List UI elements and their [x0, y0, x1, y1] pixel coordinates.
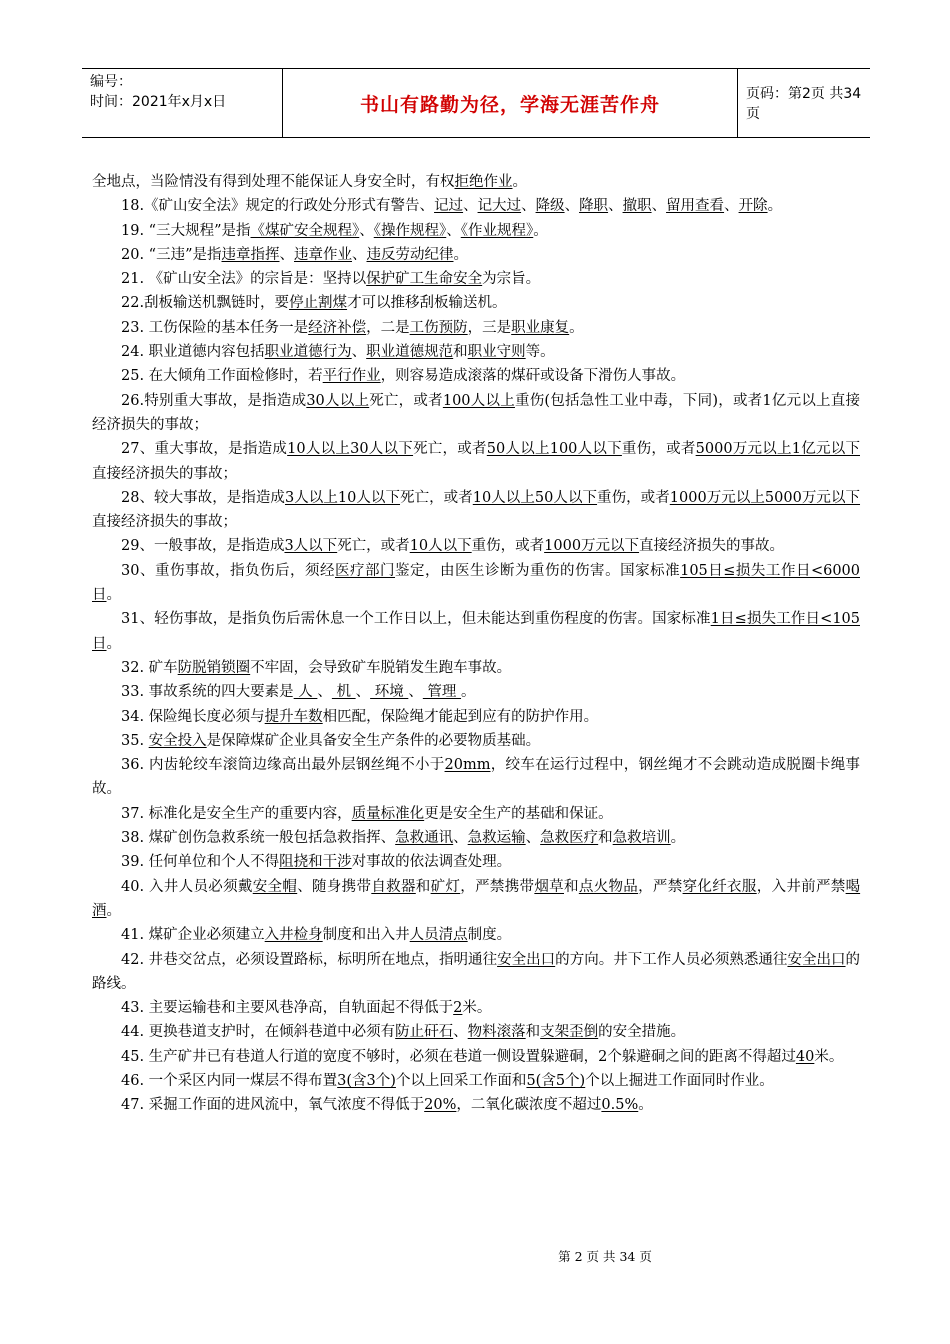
underlined-answer: 职业道德行为 [264, 344, 352, 361]
paragraph-text: ，入井前严禁 [756, 878, 846, 895]
paragraph-text: ，二是 [366, 319, 410, 336]
paragraph-text: 36. 内齿轮绞车滚筒边缘高出最外层钢丝绳不小于 [121, 757, 445, 774]
paragraph [92, 1045, 860, 1069]
underlined-answer: 职业道德规范 [366, 344, 454, 361]
paragraph [92, 948, 860, 997]
paragraph [92, 1020, 860, 1044]
underlined-answer: 3人以上10人以下 [284, 489, 401, 506]
paragraph-text: ，绞车在运行过程中，钢丝绳才不会跳动造成脱圈卡绳事故。 [92, 757, 860, 798]
paragraph-text: 、 [279, 246, 294, 263]
underlined-answer: 职业守则 [467, 344, 526, 361]
underlined-answer: 人 [293, 684, 318, 701]
paragraph [92, 170, 860, 194]
paragraph [92, 267, 860, 291]
paragraph-text: 。 [106, 635, 121, 652]
paragraph-text: 、 [724, 198, 739, 215]
paragraph-text: 41. 煤矿企业必须建立 [121, 927, 265, 944]
paragraph-text: 、 [408, 684, 423, 701]
underlined-answer: 降职 [579, 198, 609, 215]
paragraph-text: 33. 事故系统的四大要素是 [121, 684, 294, 701]
underlined-answer: 《作业规程》 [460, 222, 534, 239]
paragraph-text: 、 [351, 344, 367, 361]
paragraph-text: 35. [121, 732, 149, 749]
paragraph-text: 、 [453, 830, 468, 847]
underlined-answer: 职业康复 [511, 319, 570, 336]
date-label: 时间：2021年x月x日 [90, 94, 227, 110]
paragraph-text: 22.刮板输送机飘链时，要 [121, 295, 290, 312]
paragraph-text: 45. 生产矿井已有巷道人行道的宽度不够时，必须在巷道一侧设置躲避硐，2个躲避硐之间的距离不得超过 [121, 1048, 796, 1065]
underlined-answer: 安全投入 [148, 732, 207, 749]
paragraph-text: 37. 标准化是安全生产的重要内容， [121, 805, 352, 822]
paragraph-text: 34. 保险绳长度必须与 [121, 708, 265, 725]
underlined-answer: 40 [795, 1048, 815, 1065]
paragraph [92, 1069, 860, 1093]
paragraph-text: 全地点，当险情没有得到处理不能保证人身安全时，有权 [92, 174, 455, 190]
underlined-answer: 30人以上 [306, 392, 370, 409]
code-label: 编号： [90, 74, 132, 90]
underlined-answer: 安全出口 [787, 951, 846, 968]
paragraph-text: 19. “三大规程”是指 [121, 222, 251, 239]
paragraph-text: 、 [564, 198, 580, 215]
paragraph [92, 559, 860, 608]
underlined-answer: 阻挠和干涉 [279, 854, 352, 871]
underlined-answer: 降级 [535, 198, 565, 215]
paragraph-text: 47. 采掘工作面的进风流中，氧气浓度不得低于 [121, 1097, 425, 1114]
paragraph-text: 死亡，或者 [369, 392, 443, 409]
underlined-answer: 撤职 [622, 198, 652, 215]
paragraph-text: 。 [106, 587, 121, 604]
underlined-answer: 5000万元以上1亿元以下 [695, 441, 860, 458]
paragraph [92, 389, 860, 438]
paragraph-text: 38. 煤矿创伤急救系统一般包括急救指挥、 [121, 830, 396, 847]
underlined-answer: 留用查看 [666, 198, 725, 215]
paragraph-text: 的方向。井下工作人员必须熟悉通往 [555, 951, 788, 968]
paragraph-text: 40. 入井人员必须戴 [121, 878, 253, 895]
paragraph-text: 、 [525, 830, 541, 847]
underlined-answer: 记大过 [477, 198, 522, 215]
paragraph-text: 个以上回采工作面和 [395, 1072, 527, 1089]
paragraph-text: 的安全措施。 [598, 1024, 686, 1041]
underlined-answer: 入井检身 [264, 927, 323, 944]
paragraph-text: 32. 矿车 [121, 659, 178, 676]
paragraph-text: 。 [106, 902, 121, 919]
header-motto: 书山有路勤为径，学海无涯苦作舟 [282, 69, 738, 137]
underlined-answer: 105日≤损失工作日<6000日 [92, 562, 860, 604]
paragraph-text: 和 [525, 1024, 541, 1041]
page-header [82, 68, 870, 138]
paragraph-text: 30、重伤事故，指负伤后，须经 [121, 562, 335, 579]
underlined-answer: 急救培训 [612, 830, 671, 847]
underlined-answer: 机 [331, 684, 356, 701]
paragraph-text: 制度。 [467, 927, 512, 944]
paragraph [92, 534, 860, 558]
underlined-answer: 经济补偿 [308, 319, 367, 336]
paragraph [92, 826, 860, 850]
paragraph [92, 340, 860, 364]
underlined-answer: 环境 [370, 684, 409, 701]
paragraph-text: 直接经济损失的事故； [92, 465, 237, 482]
underlined-answer: 管理 [422, 684, 462, 701]
underlined-answer: 物料滚落 [467, 1024, 526, 1041]
paragraph-text: 、 [317, 684, 332, 701]
paragraph-text: 米。 [814, 1048, 844, 1065]
underlined-answer: 急救通讯 [395, 830, 454, 847]
underlined-answer: 100人以上 [442, 392, 515, 409]
paragraph-text: 42. 井巷交岔点，必须设置路标，标明所在地点，指明通往 [121, 951, 498, 968]
paragraph-text: 46. 一个采区内同一煤层不得布置 [121, 1072, 338, 1089]
paragraph-text: 不牢固，会导致矿车脱销发生跑车事故。 [250, 659, 512, 676]
paragraph-text: 死亡，或者 [400, 489, 473, 506]
underlined-answer: 防脱销锁圈 [177, 659, 251, 676]
paragraph [92, 996, 860, 1020]
underlined-answer: 医疗部门 [335, 562, 396, 579]
underlined-answer: 支架歪倒 [540, 1024, 599, 1041]
paragraph [92, 486, 860, 535]
paragraph-text: 对事故的依法调查处理。 [351, 854, 512, 871]
paragraph [92, 753, 860, 802]
paragraph-text: 25. 在大倾角工作面检修时，若 [121, 368, 323, 385]
underlined-answer: 违章作业 [294, 246, 352, 263]
underlined-answer: 10人以下 [409, 538, 472, 555]
paragraph-text: 、 [651, 198, 667, 215]
paragraph-text: 43. 主要运输巷和主要风巷净高，自轨面起不得低于 [121, 1000, 454, 1017]
underlined-answer: 违反劳动纪律 [366, 246, 454, 263]
underlined-answer: 急救医疗 [540, 830, 599, 847]
paragraph-text: 26.特别重大事故，是指造成 [121, 392, 307, 409]
document-body [92, 170, 860, 1118]
paragraph [92, 705, 860, 729]
underlined-answer: 防止矸石 [395, 1024, 454, 1041]
paragraph [92, 437, 860, 486]
paragraph [92, 1093, 860, 1117]
underlined-answer: 喝酒 [92, 878, 861, 919]
paragraph [92, 194, 860, 218]
paragraph-text: 直接经济损失的事故； [92, 514, 237, 531]
underlined-answer: 安全出口 [497, 951, 556, 968]
paragraph-text: 29、一般事故，是指造成 [121, 538, 285, 555]
paragraph-text: 31、轻伤事故，是指负伤后需休息一个工作日以上，但未能达到重伤程度的伤害。国家标准 [121, 611, 711, 628]
paragraph-text: 重伤，或者 [471, 538, 545, 555]
underlined-answer: 质量标准化 [351, 805, 425, 822]
paragraph-text: 、 [463, 198, 478, 215]
paragraph-text: 。 [670, 830, 686, 847]
paragraph-text: 和 [598, 830, 613, 847]
underlined-answer: 拒绝作业 [454, 174, 513, 190]
page-footer: 第 2 页 共 34 页 [558, 1249, 652, 1264]
paragraph-text: 重伤(包括急性工业中毒，下同)，或者1亿元以上直接经济损失的事故； [92, 392, 861, 433]
paragraph-text: 才可以推移刮板输送机。 [347, 295, 507, 312]
paragraph-text: ，严禁携带 [460, 878, 535, 895]
paragraph [92, 802, 860, 826]
header-meta [82, 69, 282, 137]
paragraph-text: 。 [767, 198, 783, 215]
paragraph-text: 39. 任何单位和个人不得 [121, 854, 280, 871]
paragraph-text: 、 [352, 246, 367, 263]
paragraph-text: ，严禁 [638, 878, 683, 895]
paragraph-text: 。 [569, 319, 584, 336]
underlined-answer: 点火物品 [578, 878, 639, 895]
paragraph [92, 729, 860, 753]
underlined-answer: 工伤预防 [409, 319, 468, 336]
paragraph-text: 、 [446, 222, 461, 239]
paragraph-text: 。 [512, 174, 527, 190]
paragraph-text: 。 [638, 1097, 653, 1114]
paragraph-text: 20. “三违”是指 [121, 246, 222, 263]
paragraph-text: 。 [533, 222, 548, 239]
underlined-answer: 开除 [738, 198, 768, 215]
paragraph-text: 、 [453, 1024, 468, 1041]
paragraph [92, 850, 860, 874]
paragraph-text: 死亡，或者 [337, 538, 410, 555]
paragraph-text: 。 [461, 684, 476, 701]
paragraph [92, 607, 860, 656]
paragraph-text: 。 [453, 246, 468, 263]
underlined-answer: 《煤矿安全规程》 [250, 222, 360, 239]
underlined-answer: 平行作业 [322, 368, 381, 385]
underlined-answer: 自救器 [371, 878, 416, 895]
underlined-answer: 5(含5个) [526, 1072, 586, 1089]
paragraph-text: 23. 工伤保险的基本任务一是 [121, 319, 309, 336]
paragraph-text: 、随身携带 [297, 878, 372, 895]
underlined-answer: 矿灯 [430, 878, 461, 895]
paragraph-text: 米。 [462, 1000, 492, 1017]
paragraph-text: 重伤，或者 [597, 489, 670, 506]
paragraph-text: 等。 [525, 344, 555, 361]
paragraph-text: 28、较大事故，是指造成 [121, 489, 285, 506]
header-page-number: 页码：第2页 共34页 [746, 86, 862, 122]
underlined-answer: 20mm [444, 757, 491, 774]
underlined-answer: 2 [453, 1000, 463, 1017]
paragraph [92, 316, 860, 340]
paragraph-text: ，三是 [467, 319, 512, 336]
paragraph [92, 875, 860, 924]
underlined-answer: 10人以上50人以下 [472, 489, 598, 506]
paragraph-text: 重伤，或者 [621, 441, 696, 458]
underlined-answer: 穿化纤衣服 [682, 878, 757, 895]
paragraph-text: 、 [355, 684, 371, 701]
paragraph-text: 27、重大事故，是指造成 [121, 441, 288, 458]
underlined-answer: 记过 [434, 198, 464, 215]
paragraph-text: 、 [359, 222, 374, 239]
paragraph-text: 为宗旨。 [482, 271, 541, 288]
paragraph-text: 相匹配，保险绳才能起到应有的防护作用。 [322, 708, 599, 725]
paragraph-text: ，则容易造成滚落的煤矸或设备下滑伤人事故。 [380, 368, 686, 385]
underlined-answer: 违章指挥 [221, 246, 280, 263]
underlined-answer: 3人以下 [284, 538, 338, 555]
underlined-answer: 人员清点 [409, 927, 468, 944]
paragraph-text: 24. 职业道德内容包括 [121, 344, 265, 361]
paragraph-text: 制度和出入井 [322, 927, 410, 944]
paragraph [92, 923, 860, 947]
paragraph [92, 364, 860, 388]
underlined-answer: 10人以上30人以下 [287, 441, 414, 458]
paragraph-text: 、 [521, 198, 536, 215]
paragraph-text: 直接经济损失的事故。 [639, 538, 785, 555]
underlined-answer: 烟草 [534, 878, 564, 895]
paragraph-text: 的路线。 [92, 951, 861, 992]
paragraph [92, 656, 860, 680]
underlined-answer: 《操作规程》 [373, 222, 447, 239]
paragraph-text: 是保障煤矿企业具备安全生产条件的必要物质基础。 [206, 732, 541, 749]
paragraph-text: ，二氧化碳浓度不超过 [456, 1097, 602, 1114]
underlined-answer: 1000万元以下 [544, 538, 640, 555]
paragraph-text: 和 [453, 344, 468, 361]
underlined-answer: 50人以上100人以下 [486, 441, 622, 458]
underlined-answer: 安全帽 [252, 878, 298, 895]
underlined-answer: 0.5% [601, 1097, 639, 1114]
paragraph-text: 44. 更换巷道支护时，在倾斜巷道中必须有 [121, 1024, 396, 1041]
paragraph [92, 680, 860, 704]
paragraph-text: 、 [608, 198, 623, 215]
paragraph-text: 21. 《矿山安全法》的宗旨是：坚持以 [121, 271, 367, 288]
underlined-answer: 20% [424, 1097, 457, 1114]
underlined-answer: 1日≤损失工作日<105日 [92, 611, 860, 652]
paragraph-text: 死亡，或者 [413, 441, 487, 458]
paragraph [92, 291, 860, 315]
paragraph-text: 个以上掘进工作面同时作业。 [585, 1072, 774, 1089]
paragraph-text: 和 [564, 878, 579, 895]
paragraph-text: 18.《矿山安全法》规定的行政处分形式有警告、 [121, 198, 435, 215]
underlined-answer: 提升车数 [264, 708, 323, 725]
paragraph [92, 219, 860, 243]
underlined-answer: 3(含3个) [337, 1072, 396, 1089]
underlined-answer: 1000万元以上5000万元以下 [669, 489, 861, 506]
underlined-answer: 急救运输 [467, 830, 526, 847]
underlined-answer: 停止割煤 [289, 295, 348, 312]
paragraph-text: 和 [415, 878, 431, 895]
paragraph [92, 243, 860, 267]
paragraph-text: 鉴定，由医生诊断为重伤的伤害。国家标准 [395, 562, 681, 579]
underlined-answer: 保护矿工生命安全 [366, 271, 483, 288]
paragraph-text: 更是安全生产的基础和保证。 [424, 805, 613, 822]
